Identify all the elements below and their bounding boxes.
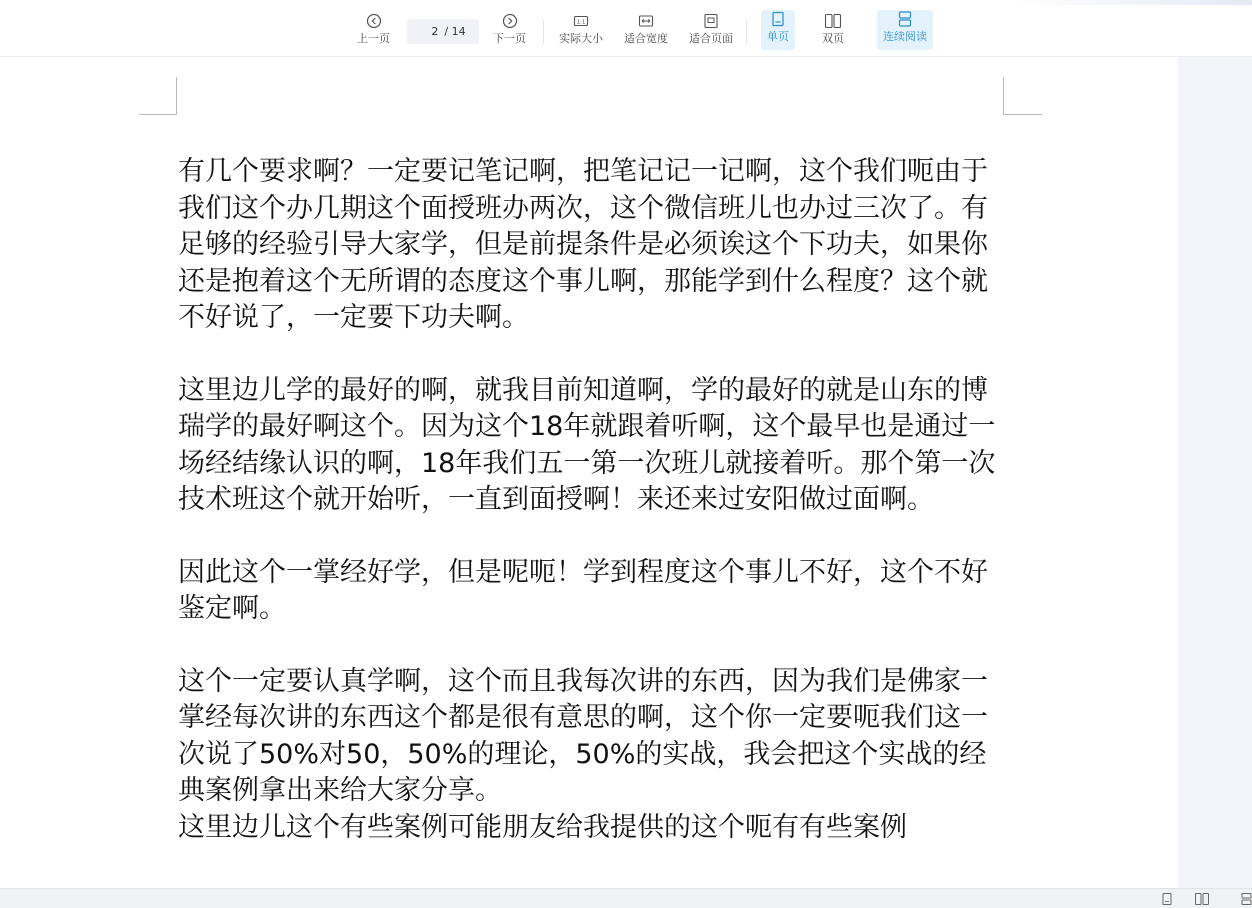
status-bar bbox=[0, 888, 1252, 908]
double-page-label: 双页 bbox=[822, 32, 844, 45]
crop-mark-top-right bbox=[1003, 77, 1042, 115]
single-page-button[interactable] bbox=[761, 10, 795, 50]
next-page-label: 下一页 bbox=[493, 32, 526, 45]
continuous-view-icon[interactable] bbox=[1240, 893, 1252, 905]
total-pages: / 14 bbox=[444, 25, 466, 38]
fit-page-label: 适合页面 bbox=[689, 32, 733, 45]
actual-size-icon bbox=[572, 12, 590, 30]
chevron-right-circle-icon bbox=[501, 12, 519, 30]
page-number-box[interactable] bbox=[407, 19, 479, 44]
double-page-view-icon[interactable] bbox=[1195, 893, 1209, 905]
paragraph: 因此这个一掌经好学，但是呢呃！学到程度这个事儿不好，这个不好鉴定啊。 bbox=[178, 556, 988, 624]
fit-width-button[interactable] bbox=[624, 12, 668, 50]
fit-page-button[interactable] bbox=[689, 12, 733, 50]
paragraph: 这个一定要认真学啊，这个而且我每次讲的东西，因为我们是佛家一掌经每次讲的东西这个都是很有意思的啊，这个你一定要呃我们这一次说了50%对50，50%的理论，50%的实战，我会把这个实战的经典案例拿出来给大家分享。 bbox=[178, 665, 988, 806]
viewer-toolbar bbox=[0, 0, 1252, 57]
continuous-scroll-icon bbox=[896, 10, 914, 28]
continuous-reading-label: 连续阅读 bbox=[883, 30, 927, 43]
single-page-view-icon[interactable] bbox=[1160, 893, 1174, 905]
page-number-input[interactable] bbox=[420, 25, 438, 38]
svg-text:1:1: 1:1 bbox=[576, 19, 586, 26]
single-page-label: 单页 bbox=[767, 30, 789, 43]
double-page-button[interactable] bbox=[822, 12, 844, 50]
fit-width-icon bbox=[637, 12, 655, 30]
paragraph: 这里边儿这个有些案例可能朋友给我提供的这个呃有有些案例 bbox=[178, 811, 907, 843]
fit-width-label: 适合宽度 bbox=[624, 32, 668, 45]
double-page-icon bbox=[824, 12, 842, 30]
crop-mark-top-left bbox=[139, 77, 177, 115]
toolbar-divider bbox=[543, 20, 544, 44]
toolbar-divider bbox=[746, 20, 747, 44]
document-text bbox=[178, 154, 1008, 846]
paragraph: 有几个要求啊？一定要记笔记啊，把笔记记一记啊，这个我们呃由于我们这个办几期这个面授班办两次，这个微信班儿也办过三次了。有足够的经验引导大家学，但是前提条件是必须诶这个下功夫，如果你还是抱着这个无所谓的态度这个事儿啊，那能学到什么程度？这个就不好说了，一定要下功夫啊。 bbox=[178, 156, 988, 333]
continuous-reading-button[interactable] bbox=[877, 10, 933, 50]
next-page-button[interactable] bbox=[493, 12, 526, 50]
actual-size-label: 实际大小 bbox=[559, 32, 603, 45]
paragraph: 这里边儿学的最好的啊，就我目前知道啊，学的最好的就是山东的博瑞学的最好啊这个。因为这个18年就跟着听啊，这个最早也是通过一场经结缘认识的啊，18年我们五一第一次班儿就接着听。那个第一次技术班这个就开始听，一直到面授啊！来还来过安阳做过面啊。 bbox=[178, 374, 996, 515]
prev-page-label: 上一页 bbox=[357, 32, 390, 45]
chevron-left-circle-icon bbox=[365, 12, 383, 30]
fit-page-icon bbox=[702, 12, 720, 30]
prev-page-button[interactable] bbox=[357, 12, 390, 50]
single-page-icon bbox=[769, 10, 787, 28]
window-top-band bbox=[1012, 0, 1252, 5]
document-page bbox=[0, 57, 1178, 888]
actual-size-button[interactable] bbox=[559, 12, 603, 50]
